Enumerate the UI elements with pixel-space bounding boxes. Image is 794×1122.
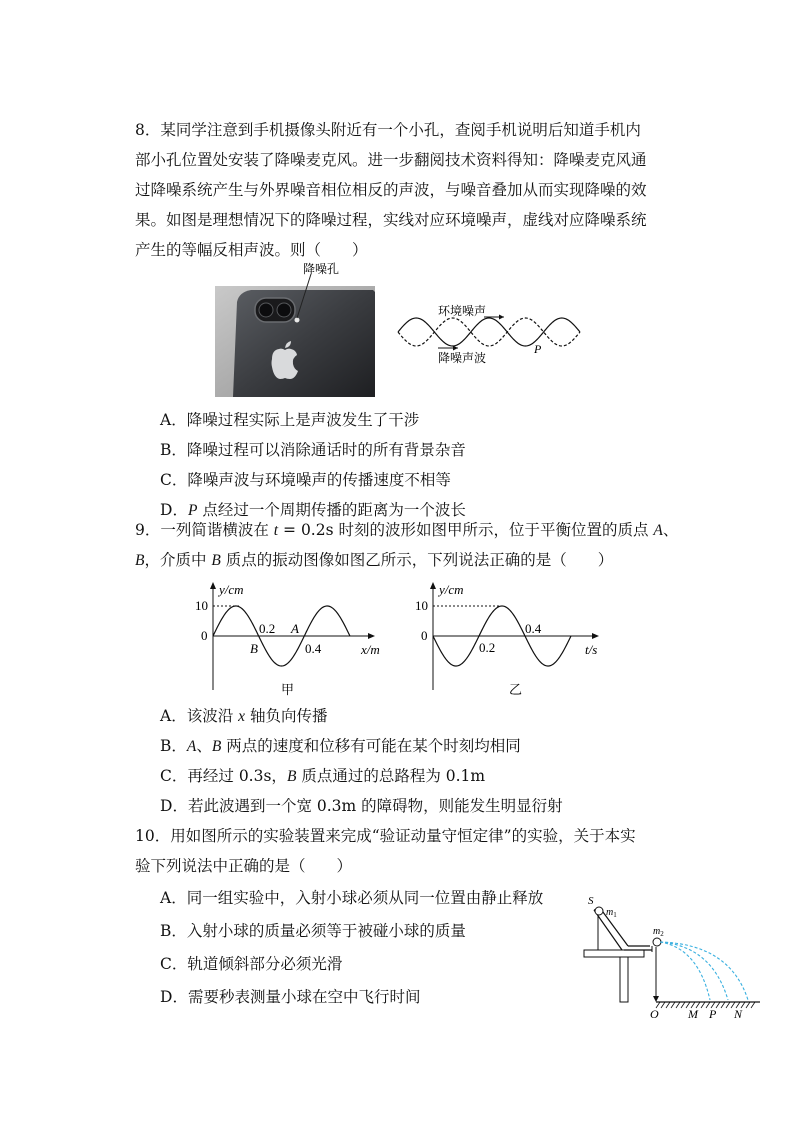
graph-jia-tick-02: 0.2: [259, 621, 276, 636]
environment-noise-label: 环境噪声: [438, 304, 487, 318]
q9-wave-graph: [195, 578, 390, 698]
graph-yi-tick-0: 0: [421, 628, 428, 643]
q8-wave-diagram: [392, 295, 587, 370]
graph-yi-y-label: y/cm: [439, 582, 464, 597]
q10-option-c[interactable]: C．轨道倾斜部分必须光滑: [160, 955, 343, 973]
label-p: P: [709, 1007, 717, 1021]
q8-option-b[interactable]: B．降噪过程可以消除通话时的所有背景杂音: [160, 441, 466, 459]
q10-line-1: 10．用如图所示的实验装置来完成“验证动量守恒定律”的实验，关于本实: [135, 827, 636, 845]
q8-option-d[interactable]: D．P 点经过一个周期传播的距离为一个波长: [160, 501, 466, 519]
graph-jia-caption: 甲: [281, 683, 295, 698]
anti-noise-label: 降噪声波: [438, 351, 487, 365]
q10-option-d[interactable]: D．需要秒表测量小球在空中飞行时间: [160, 988, 421, 1006]
graph-yi-tick-10: 10: [415, 598, 428, 613]
q10-apparatus-figure: [580, 890, 765, 1022]
label-m: M: [688, 1007, 698, 1021]
graph-jia-tick-0: 0: [201, 628, 208, 643]
graph-yi-x-label: t/s: [585, 642, 598, 657]
q8-hole-label: 降噪孔: [303, 262, 340, 276]
graph-jia-tick-10: 10: [195, 598, 208, 613]
point-p-label: P: [534, 342, 542, 356]
graph-jia-label-b: B: [250, 641, 258, 656]
q9-line-2: B，介质中 B 质点的振动图像如图乙所示，下列说法正确的是（ ）: [135, 551, 614, 569]
q8-option-c[interactable]: C．降噪声波与环境噪声的传播速度不相等: [160, 471, 451, 489]
graph-yi-tick-04: 0.4: [525, 621, 542, 636]
q8-option-a[interactable]: A．降噪过程实际上是声波发生了干涉: [160, 411, 420, 429]
q8-line-3: 过降噪系统产生与外界噪音相位相反的声波，与噪音叠加从而实现降噪的效: [135, 181, 647, 199]
label-m1: $m_1$: [606, 907, 617, 919]
label-s: S: [588, 895, 594, 907]
graph-jia-y-label: y/cm: [219, 582, 244, 597]
q10-option-b[interactable]: B．入射小球的质量必须等于被碰小球的质量: [160, 922, 466, 940]
q9-option-b[interactable]: B．A、B 两点的速度和位移有可能在某个时刻均相同: [160, 737, 521, 755]
q9-vibration-graph: [413, 578, 608, 698]
q9-line-1: 9．一列简谐横波在 t = 0.2s 时刻的波形如图甲所示，位于平衡位置的质点 A、: [135, 521, 679, 539]
graph-yi-caption: 乙: [509, 683, 523, 698]
q8-line-1: 8．某同学注意到手机摄像头附近有一个小孔，查阅手机说明后知道手机内: [135, 121, 641, 139]
q8-line-4: 果。如图是理想情况下的降噪过程，实线对应环境噪声，虚线对应降噪系统: [135, 211, 647, 229]
label-n: N: [734, 1007, 743, 1021]
q9-option-a[interactable]: A．该波沿 x 轴负向传播: [160, 707, 328, 725]
label-o: O: [650, 1007, 659, 1021]
graph-jia-x-label: x/m: [361, 642, 380, 657]
label-m2: $m_2$: [653, 926, 664, 938]
q8-line-2: 部小孔位置处安装了降噪麦克风。进一步翻阅技术资料得知：降噪麦克风通: [135, 151, 647, 169]
q8-line-5: 产生的等幅反相声波。则（ ）: [135, 241, 368, 259]
q9-option-d[interactable]: D．若此波遇到一个宽 0.3m 的障碍物，则能发生明显衍射: [160, 797, 563, 815]
q10-option-a[interactable]: A．同一组实验中，入射小球必须从同一位置由静止释放: [160, 889, 544, 907]
q10-line-2: 验下列说法中正确的是（ ）: [135, 857, 353, 875]
graph-yi-tick-02: 0.2: [479, 640, 496, 655]
q8-phone-photo: [215, 262, 375, 397]
graph-jia-label-a: A: [291, 621, 299, 636]
q9-option-c[interactable]: C．再经过 0.3s，B 质点通过的总路程为 0.1m: [160, 767, 486, 785]
graph-jia-tick-04: 0.4: [305, 641, 322, 656]
